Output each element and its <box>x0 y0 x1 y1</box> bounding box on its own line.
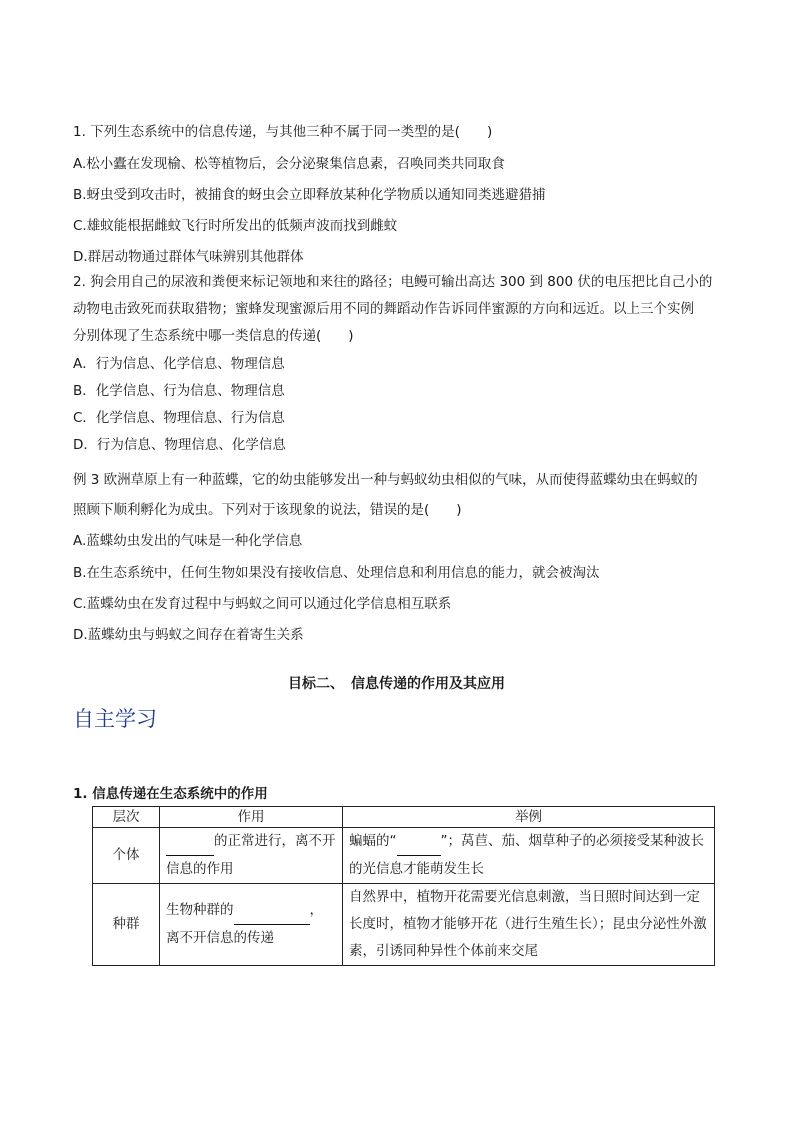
q2-option-a: A．行为信息、化学信息、物理信息 <box>73 356 285 372</box>
row1-example-suffix: ”；莴苣、茄、烟草种子的必须接受某种波长的光信息才能萌发生长 <box>349 833 704 877</box>
row1-example <box>343 828 715 884</box>
q1-option-c: C.雄蚊能根据雌蚊飞行时所发出的低频声波而找到雌蚊 <box>73 218 398 234</box>
row1-level: 个体 <box>93 828 160 884</box>
row1-role-text: 的正常进行，离不开信息的作用 <box>166 833 336 877</box>
subheading: 1. 信息传递在生态系统中的作用 <box>73 786 268 802</box>
section-title: 目标二、 信息传递的作用及其应用 <box>288 676 505 692</box>
q2-stem-line-3: 分别体现了生态系统中哪一类信息的传递( ) <box>73 328 354 344</box>
row2-role <box>160 884 343 966</box>
row1-role <box>160 828 343 884</box>
q3-option-a: A.蓝蝶幼虫发出的气味是一种化学信息 <box>73 533 303 549</box>
q3-option-d: D.蓝蝶幼虫与蚂蚁之间存在着寄生关系 <box>73 627 304 643</box>
row2-role-prefix: 生物种群的 <box>166 902 234 918</box>
q1-option-d: D.群居动物通过群体气味辨别其他群体 <box>73 249 304 265</box>
table-row <box>93 828 715 884</box>
fill-in-blank <box>166 828 214 856</box>
header-level: 层次 <box>93 807 160 828</box>
info-transfer-table <box>92 806 715 966</box>
q3-stem-line-1: 例 3 欧洲草原上有一种蓝蝶，它的幼虫能够发出一种与蚂蚁幼虫相似的气味，从而使得蓝蝶幼虫在蚂蚁的 <box>73 472 698 488</box>
q2-option-b: B．化学信息、行为信息、物理信息 <box>73 383 285 399</box>
q2-stem-line-2: 动物电击致死而获取猎物；蜜蜂发现蜜源后用不同的舞蹈动作告诉同伴蜜源的方向和远近。以上三个实例 <box>73 301 694 317</box>
fill-in-blank <box>234 897 310 925</box>
table-header-row <box>93 807 715 828</box>
q1-stem: 1. 下列生态系统中的信息传递，与其他三种不属于同一类型的是( ) <box>73 124 493 140</box>
q1-option-a: A.松小蠹在发现榆、松等植物后，会分泌聚集信息素，召唤同类共同取食 <box>73 156 505 172</box>
header-example: 举例 <box>343 807 715 828</box>
q3-stem-line-2: 照顾下顺利孵化为成虫。下列对于该现象的说法，错误的是( ) <box>73 502 462 518</box>
row2-level: 种群 <box>93 884 160 966</box>
q2-stem-line-1: 2. 狗会用自己的尿液和粪便来标记领地和来往的路径；电鳗可输出高达 300 到 800 伏的电压把比自己小的 <box>73 274 713 290</box>
header-role: 作用 <box>160 807 343 828</box>
q2-option-d: D．行为信息、物理信息、化学信息 <box>73 437 286 453</box>
self-study-heading: 自主学习 <box>73 707 157 731</box>
q3-option-b: B.在生态系统中，任何生物如果没有接收信息、处理信息和利用信息的能力，就会被淘汰 <box>73 565 600 581</box>
q3-option-c: C.蓝蝶幼虫在发育过程中与蚂蚁之间可以通过化学信息相互联系 <box>73 596 452 612</box>
fill-in-blank <box>397 828 441 856</box>
row2-example: 自然界中，植物开花需要光信息刺激，当日照时间达到一定长度时，植物才能够开花（进行生殖生长）；昆虫分泌性外激素，引诱同种异性个体前来交尾 <box>343 884 715 966</box>
row1-example-prefix: 蝙蝠的“ <box>349 833 397 849</box>
q1-option-b: B.蚜虫受到攻击时，被捕食的蚜虫会立即释放某种化学物质以通知同类逃避猎捕 <box>73 187 546 203</box>
table-row <box>93 884 715 966</box>
q2-option-c: C．化学信息、物理信息、行为信息 <box>73 410 285 426</box>
row2-role-suffix: ，离不开信息的传递 <box>166 902 323 946</box>
